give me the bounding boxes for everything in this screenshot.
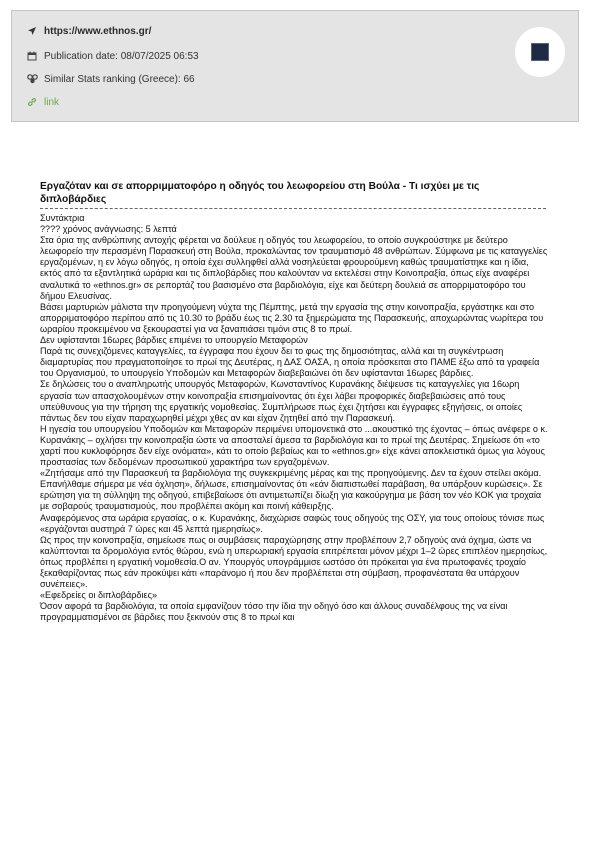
publication-row xyxy=(26,50,199,62)
paragraph: «Ζητήσαμε από την Παρασκευή τα βαρδιολόγια της συγκεκριμένης μέρας και της προηγούμενης. Δεν τα έχουν στείλει ακόμα. Επανήλθαμε σήμερα με νέα όχληση», δήλωσε, επισημαίνοντας ότι «εάν διαπιστωθεί παράβαση, θα υπάρξουν κυρώσεις». Σε ερώτηση για τη σύλληψη της οδηγού, επιβεβαίωσε ότι αντιμετωπίζει δίωξη για κακούργημα με βάση τον νέο ΚΟΚ για τροχαία με σοβαρούς τραυματισμούς, που προβλέπει ακόμη και ποινή κάθειρξης. xyxy=(40,468,543,512)
source-thumbnail xyxy=(515,27,565,77)
subheading: «Εφεδρείες οι διπλοβάρδιες» xyxy=(40,590,158,601)
calendar-icon xyxy=(26,50,38,62)
paragraph: Όσον αφορά τα βαρδιολόγια, τα οποία εμφανίζουν τόσο την ίδια την οδηγό όσο και άλλους συναδέλφους της να είναι προγραμματισμένοι σε βάρδιες που ξεκινούν στις 8 το πρωί και xyxy=(40,601,508,623)
title-divider xyxy=(40,208,546,209)
paragraph: Σε δηλώσεις του ο αναπληρωτής υπουργός Μεταφορών, Κωνσταντίνος Κυρανάκης διέψευσε τις καταγγελίες για 16ωρη εργασία των απασχολουμένων στην κοινοπραξία επισημαίνοντας ότι έχει λάβει προφορικές διαβεβαιώσεις από τους υπεύθυνους για την τήρηση της εργατικής νομοθεσίας. Συμπλήρωσε πως έχει ζητήσει και έγγραφες εξηγήσεις, οι οποίες πάντως δεν του είχαν παραχωρηθεί μέχρι χθες αν και είχαν ζητηθεί από την Παρασκευή. xyxy=(40,379,523,423)
article-body xyxy=(40,180,548,623)
paragraph: Αναφερόμενος στα ωράρια εργασίας, ο κ. Κυρανάκης, διαχώρισε σαφώς τους οδηγούς της ΟΣΥ, για τους οποίους τόνισε πως «εργάζονται αυστηρά 7 ώρες και 45 λεπτά ημερησίως». xyxy=(40,512,545,534)
author-label: Συντάκτρια xyxy=(40,213,85,223)
arrow-icon xyxy=(26,25,38,37)
ranking-row xyxy=(26,73,195,85)
publication-date: Publication date: 08/07/2025 06:53 xyxy=(44,50,199,62)
source-link[interactable]: link xyxy=(44,96,60,108)
paragraph: Βάσει μαρτυριών μάλιστα την προηγούμενη νύχτα της Πέμπτης, μετά την εργασία της στην κοινοπραξία, εργάστηκε και στο απορριματοφόρο περίπου από τις 10.30 το βράδυ έως τις 2.30 τα ξημερώματα της Παρασκευής, αποχωρώντας νωρίτερα του ωραρίου προκειμένου να ξεκουραστεί για να ξαναπιάσει τιμόνι στις 8 το πρωί. xyxy=(40,301,544,334)
paragraph: Ως προς την κοινοπραξία, σημείωσε πως οι συμβάσεις παραχώρησης στην προβλέπουν 2,7 οδηγούς ανά όχημα, ώστε να καλύπτονται τα δρομολόγια εντός θώρου, ενώ η υπερωριακή εργασία επιτρέπεται μόνον μέχρι 1–2 ώρες επιπλέον ημερησίως, όπως προβλέπει η εργατική νομοθεσία.Ο αν. Υπουργός υπογράμμισε ωστόσο ότι πρόκειται για ένα πρωτοφανές τροχαίο ξεκαθαρίζοντας πως εάν προκύψει κάτι «παράνομο ή που δεν προβλέπεται στη σύμβαση, προφανέστατα θα υπάρχουν συνέπειες». xyxy=(40,534,548,590)
url-row[interactable] xyxy=(26,25,151,37)
paragraph: Παρά τις συνεχιζόμενες καταγγελίες, τα έγγραφα που έχουν δει το φως της δημοσιότητας, αλλά και τη συγκέντρωση διαμαρτυρίας που πραγματοποίησε το πρωί της Δευτέρας, η ΔΑΣ ΟΑΣΑ, η οποία πρόσκειται στο ΠΑΜΕ έξω από τα γραφεία του Οργανισμού, το υπουργείο Υποδομών και Μεταφορών διαβεβαιώνει ότι δεν υφίστανται 16ωρες βάρδιες. xyxy=(40,346,540,379)
thumbnail-image xyxy=(531,43,549,61)
ranking-text: Similar Stats ranking (Greece): 66 xyxy=(44,73,195,85)
source-info-box xyxy=(11,10,579,122)
ranking-icon xyxy=(26,73,38,85)
reading-time: ???? χρόνος ανάγνωσης: 5 λεπτά xyxy=(40,224,177,235)
link-row[interactable] xyxy=(26,96,59,108)
article-title: Εργαζόταν και σε απορριμματοφόρο η οδηγός του λεωφορείου στη Βούλα - Τι ισχύει με τις διπλοβάρδιες xyxy=(40,181,480,205)
source-url[interactable]: https://www.ethnos.gr/ xyxy=(44,25,152,37)
paragraph: Στα όρια της ανθρώπινης αντοχής φέρεται να δούλευε η οδηγός του λεωφορείου, το οποίο συγκρούστηκε με δεύτερο λεωφορείο την περασμένη Παρασκευή στη Βούλα, προκαλώντας τον τραυματισμό 48 ανθρώπων. Σύμφωνα με τις καταγγελίες εργαζομένων, η εν λόγω οδηγός, η οποία έχει συλληφθεί αλλά νοσηλεύεται φρουρούμενη καθώς τραυματίστηκε και η ίδια, εκτός από τα εξαντλητικά ωράρια και τις διπλοβάρδιες που καλούνταν να εκτελέσει στην Κοινοπραξία, όπως είχε αναφέρει αναλυτικά το «ethnos.gr» σε ρεπορτάζ του βασισμένο στα βαρδιολόγια, είχε και δεύτερη δουλειά σε απορριματοφόρο του δήμου Ελευσίνας. xyxy=(40,235,548,301)
paragraph: Η ηγεσία του υπουργείου Υποδομών και Μεταφορών περιμένει υπομονετικά στο ...ακουστικό της έχοντας – όπως ανέφερε ο κ. Κυρανάκης – οχλήσει την κοινοπραξία ώστε να αποσταλεί άμεσα τα βαρδιολόγια και το πρωί της Δευτέρας. Σημείωσε ότι «το χαρτί που κυκλοφόρησε δεν είχε ονόματα», κάτι το οποίο βεβαίως και το «ethnos.gr» είχε κάνει αποκλειστικά όμως για λόγους προστασίας των δεδομένων προσωπικού χαρακτήρα των εργαζομένων. xyxy=(40,423,548,468)
link-icon xyxy=(26,96,38,108)
subheading: Δεν υφίστανται 16ωρες βάρδιες επιμένει το υπουργείο Μεταφορών xyxy=(40,335,308,346)
